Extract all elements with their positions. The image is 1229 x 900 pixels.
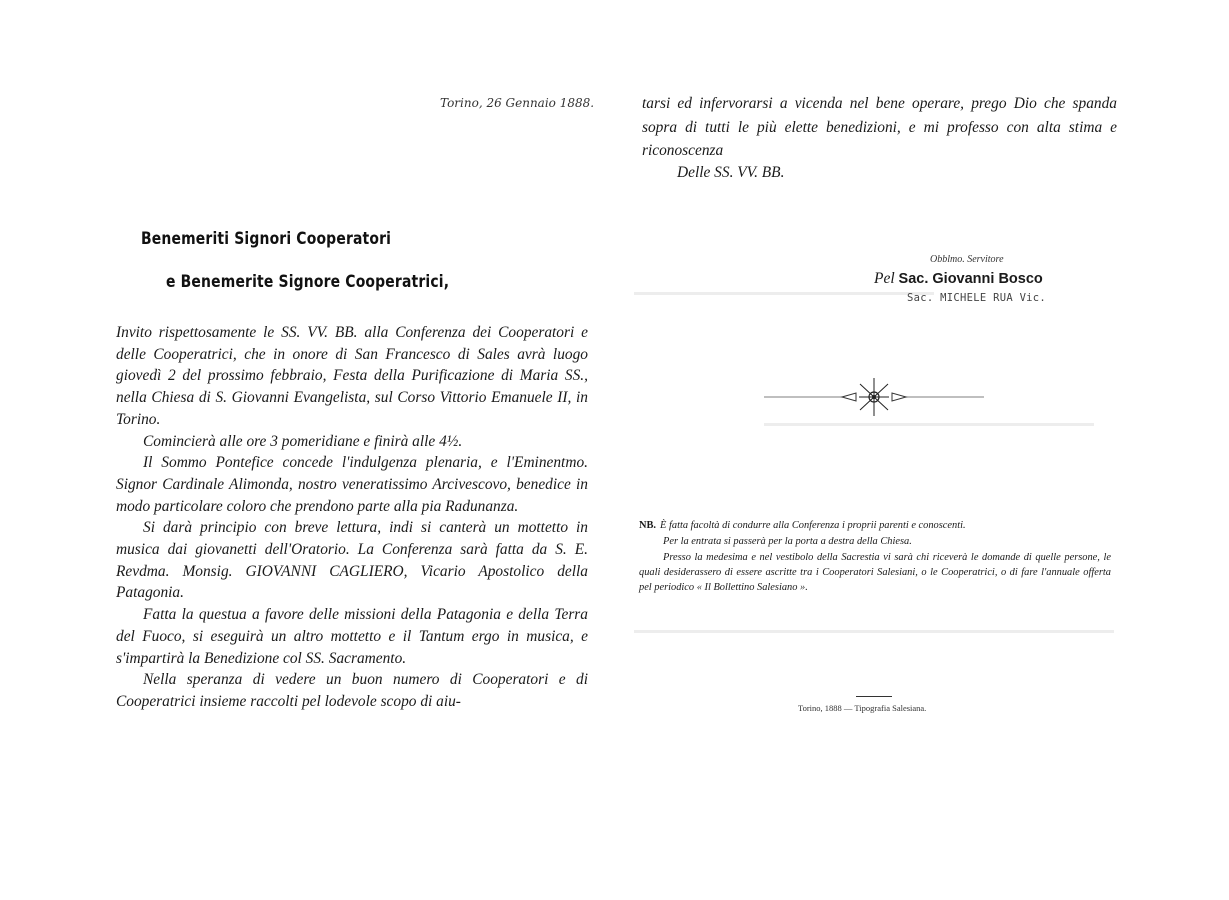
nota-bene bbox=[639, 518, 1111, 596]
body-paragraph: Nella speranza di vedere un buon numero di Cooperatori e di Cooperatrici insieme raccolti pel lodevole scopo di aiu- bbox=[116, 671, 588, 710]
nb-paragraph: È fatta facoltà di condurre alla Conferenza i proprii parenti e conoscenti. bbox=[660, 520, 966, 531]
nb-label: NB. bbox=[639, 520, 657, 531]
letter-body bbox=[116, 322, 588, 713]
printer-imprint: Torino, 1888 — Tipografia Salesiana. bbox=[798, 703, 927, 713]
print-smudge bbox=[634, 630, 1114, 633]
nb-paragraph: Presso la medesima e nel vestibolo della Sacrestia vi sarà chi riceverà le domande di quelle persone, le quali desiderassero di essere ascritte tra i Cooperatori Salesiani, o le Cooperatrici, o di fare l'annuale offerta pel periodico « Il Bollettino Salesiano ». bbox=[639, 552, 1111, 593]
signature-prefix: Pel bbox=[874, 270, 895, 287]
print-smudge bbox=[764, 423, 1094, 426]
imprint-rule bbox=[856, 696, 892, 697]
ornament-divider bbox=[764, 374, 984, 420]
signature bbox=[874, 270, 1043, 288]
salutation-heading-line-2: e Benemerite Signore Cooperatrici, bbox=[166, 272, 450, 292]
signer-name: Sac. Giovanni Bosco bbox=[898, 271, 1043, 287]
right-page bbox=[614, 0, 1229, 900]
nb-paragraph: Per la entrata si passerà per la porta a destra della Chiesa. bbox=[663, 536, 912, 547]
closing-salutation: Delle SS. VV. BB. bbox=[677, 164, 785, 181]
letter-date: Torino, 26 Gennaio 1888. bbox=[440, 96, 595, 110]
letter-continuation: tarsi ed infervorarsi a vicenda nel bene operare, prego Dio che spanda sopra di tutti le più elette benedizioni, e mi professo con alta stima e riconoscenza bbox=[642, 95, 1117, 159]
closing-formula: Obblmo. Servitore bbox=[930, 254, 1004, 265]
body-paragraph: Invito rispettosamente le SS. VV. BB. alla Conferenza dei Cooperatori e delle Cooperatrici, che in onore di San Francesco di Sales avrà luogo giovedì 2 del prossimo febbraio, Festa della Purificazione di Maria SS., nella Chiesa di S. Giovanni Evangelista, sul Corso Vittorio Emanuele II, in Torino. bbox=[116, 324, 588, 428]
body-paragraph: Si darà principio con breve lettura, indi si canterà un mottetto in musica dai giovanetti dell'Oratorio. La Conferenza sarà fatta da S. E. Revdma. Monsig. GIOVANNI CAGLIERO, Vicario Apostolico della Patagonia. bbox=[116, 519, 588, 602]
print-smudge bbox=[634, 292, 934, 295]
salutation-heading-line-1: Benemeriti Signori Cooperatori bbox=[141, 229, 392, 249]
body-paragraph: Fatta la questua a favore delle missioni della Patagonia e della Terra del Fuoco, si eseguirà un altro mottetto e il Tantum ergo in musica, e s'impartirà la Benedizione col SS. Sacramento. bbox=[116, 606, 588, 667]
cosigner-name: Sac. MICHELE RUA Vic. bbox=[907, 292, 1047, 304]
body-paragraph: Comincierà alle ore 3 pomeridiane e finirà alle 4½. bbox=[143, 432, 463, 450]
left-page bbox=[0, 0, 614, 900]
body-paragraph: Il Sommo Pontefice concede l'indulgenza plenaria, e l'Eminentmo. Signor Cardinale Alimonda, nostro veneratissimo Arcivescovo, benedice in modo particolare coloro che prendono parte alla pia Radunanza. bbox=[116, 454, 588, 515]
